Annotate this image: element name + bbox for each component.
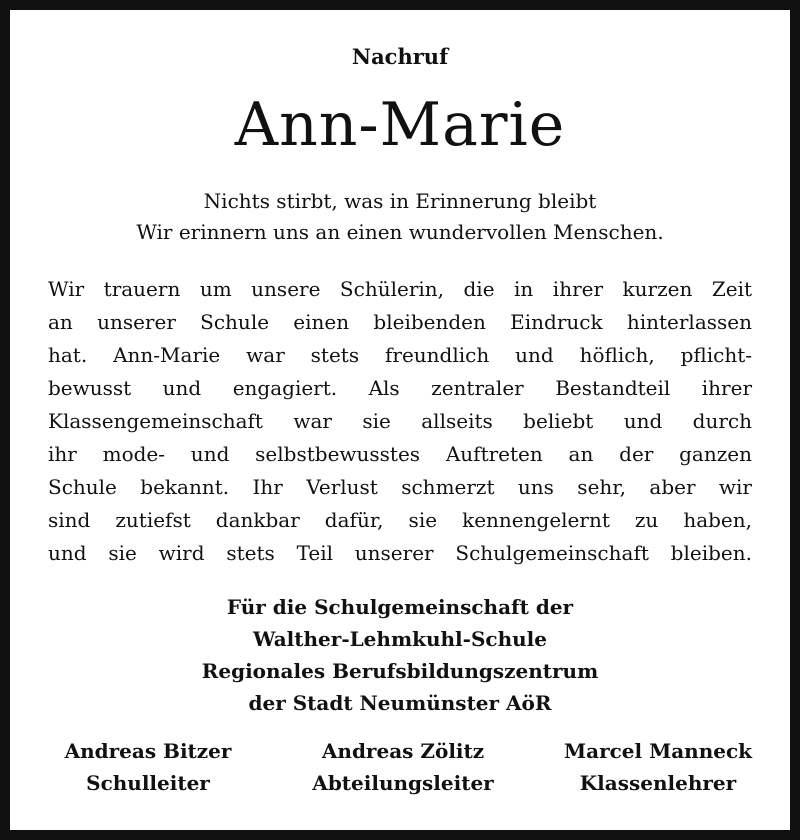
signature-line: Für die Schulgemeinschaft der (226, 595, 574, 619)
body-line: Schule bekannt. Ihr Verlust schmerzt uns sehr, aber wir (48, 475, 752, 499)
signer (28, 735, 268, 799)
signers-row (38, 735, 768, 805)
signer-role: Abteilungsleiter (312, 771, 494, 795)
body-line: bewusst und engagiert. Als zentraler Bestandteil ihrer (48, 376, 752, 400)
signature-line: der Stadt Neumünster AöR (248, 691, 552, 715)
deceased-name: Ann-Marie (234, 90, 566, 160)
body-line: an unserer Schule einen bleibenden Eindruck hinterlassen (48, 310, 752, 334)
signer-name: Andreas Zölitz (321, 739, 485, 763)
motto-line-2: Wir erinnern uns an einen wundervollen Menschen. (136, 220, 664, 244)
signer-name: Andreas Bitzer (64, 739, 232, 763)
signer-name: Marcel Manneck (563, 739, 753, 763)
notice-label: Nachruf (351, 44, 449, 69)
body-line: sind zutiefst dankbar dafür, sie kennengelernt zu haben, (48, 508, 752, 532)
body-line: und sie wird stets Teil unserer Schulgemeinschaft bleiben. (48, 541, 752, 565)
obituary-content (10, 10, 790, 830)
signature-block (10, 591, 790, 719)
motto-line-1: Nichts stirbt, was in Erinnerung bleibt (203, 189, 597, 213)
body-line: Wir trauern um unsere Schülerin, die in ihrer kurzen Zeit (48, 277, 752, 301)
signature-line: Regionales Berufsbildungszentrum (201, 659, 599, 683)
signer-role: Klassenlehrer (579, 771, 737, 795)
body-line: Klassengemeinschaft war sie allseits beliebt und durch (48, 409, 752, 433)
signer (283, 735, 523, 799)
signer-role: Schulleiter (86, 771, 210, 795)
obituary-body (48, 273, 752, 570)
body-line: hat. Ann-Marie war stets freundlich und höflich, pflicht- (48, 343, 752, 367)
body-line: ihr mode- und selbstbewusstes Auftreten an der ganzen (48, 442, 752, 466)
signer (538, 735, 778, 799)
signature-line: Walther-Lehmkuhl-Schule (253, 627, 547, 651)
